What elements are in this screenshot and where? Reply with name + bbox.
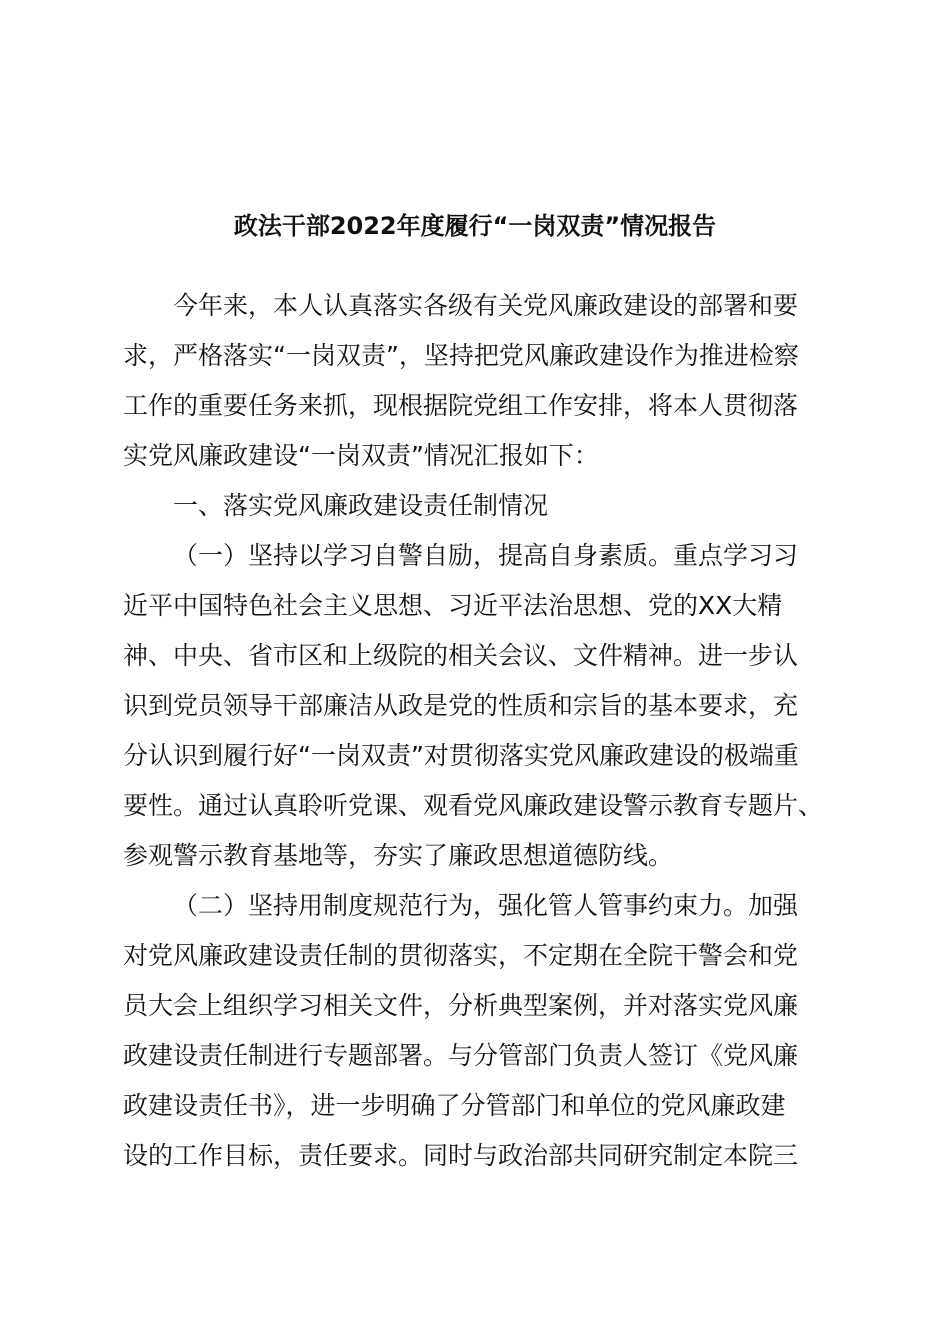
- paragraph-line: 要性。通过认真聆听党课、观看党风廉政建设警示教育专题片、: [123, 791, 824, 820]
- paragraph-line: 近平中国特色社会主义思想、习近平法治思想、党的XX大精: [123, 591, 783, 620]
- paragraph-line: 实党风廉政建设“一岗双责”情况汇报如下：: [123, 441, 599, 470]
- paragraph-line: 工作的重要任务来抓，现根据院党组工作安排，将本人贯彻落: [123, 391, 799, 420]
- paragraph-line: 识到党员领导干部廉洁从政是党的性质和宗旨的基本要求，充: [123, 691, 799, 720]
- paragraph-line: 设的工作目标，责任要求。同时与政治部共同研究制定本院三: [123, 1141, 799, 1170]
- paragraph-line: 政建设责任书》，进一步明确了分管部门和单位的党风廉政建: [123, 1091, 786, 1120]
- paragraph-line: 求，严格落实“一岗双责”，坚持把党风廉政建设作为推进检察: [123, 341, 799, 370]
- paragraph-line: 参观警示教育基地等，夯实了廉政思想道德防线。: [123, 841, 674, 870]
- paragraph-line: 政建设责任制进行专题部署。与分管部门负责人签订《党风廉: [123, 1041, 799, 1070]
- paragraph-line: （一）坚持以学习自警自励，提高自身素质。重点学习习: [173, 541, 799, 570]
- paragraph-line: 分认识到履行好“一岗双责”对贯彻落实党风廉政建设的极端重: [123, 741, 799, 770]
- paragraph-line: 员大会上组织学习相关文件，分析典型案例，并对落实党风廉: [123, 991, 799, 1020]
- document-title: 政法干部2022年度履行“一岗双责”情况报告: [233, 212, 717, 240]
- paragraph-line: 今年来，本人认真落实各级有关党风廉政建设的部署和要: [173, 291, 799, 320]
- paragraph-line: （二）坚持用制度规范行为，强化管人管事约束力。加强: [173, 891, 799, 920]
- section-heading: 一、落实党风廉政建设责任制情况: [173, 491, 549, 520]
- paragraph-line: 神、中央、省市区和上级院的相关会议、文件精神。进一步认: [123, 641, 799, 670]
- paragraph-line: 对党风廉政建设责任制的贯彻落实，不定期在全院干警会和党: [123, 941, 799, 970]
